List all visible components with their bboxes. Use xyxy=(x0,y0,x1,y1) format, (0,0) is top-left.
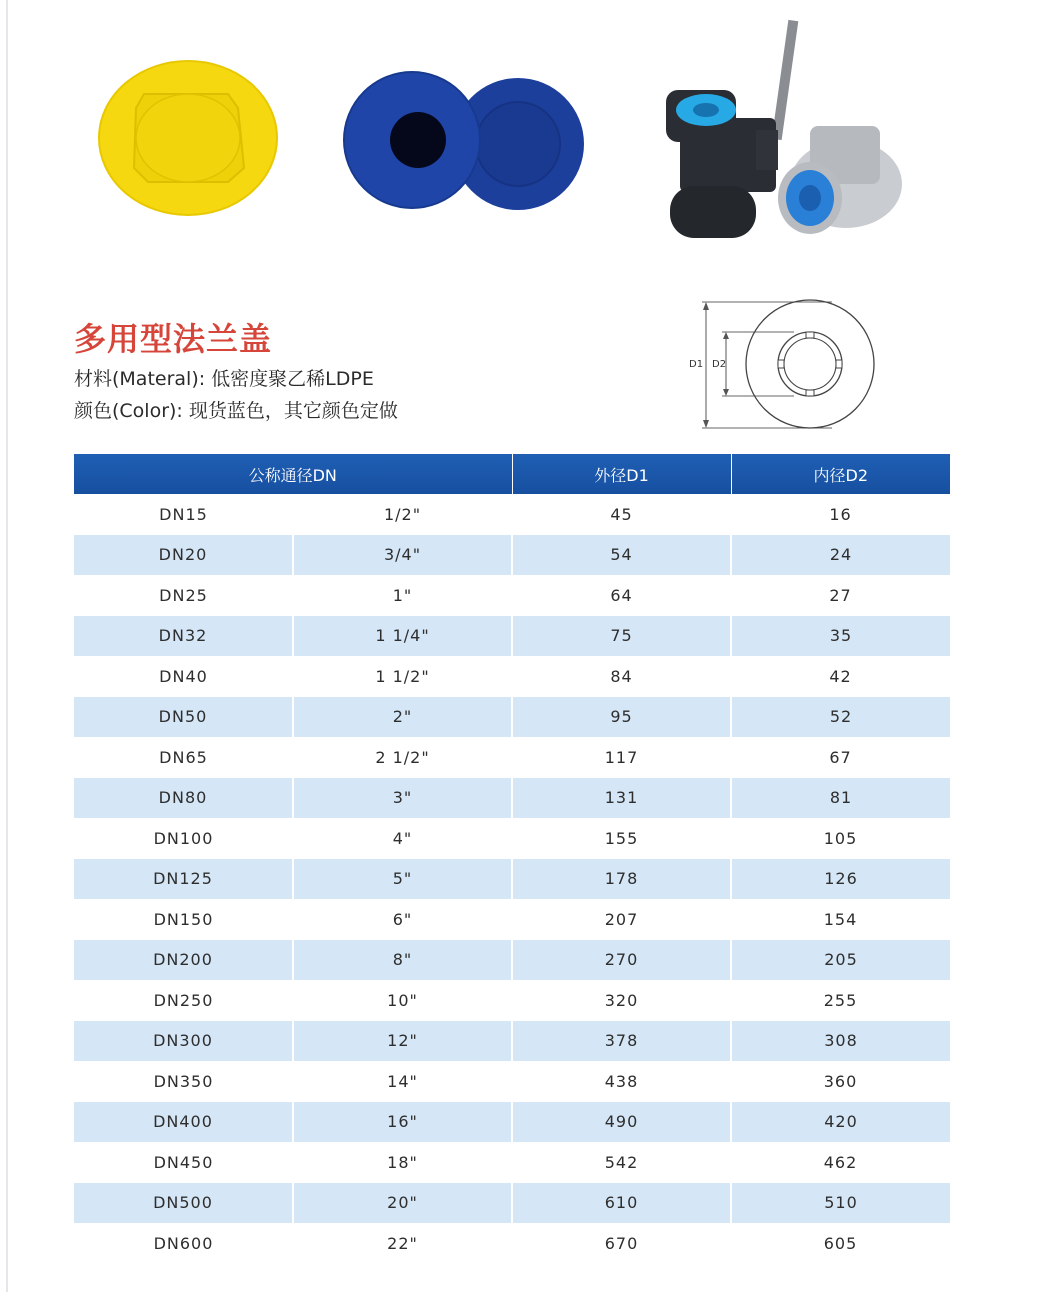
cell-d1: 542 xyxy=(604,1152,639,1172)
diagram-label-d2: D2 xyxy=(712,359,727,370)
cell-d2: 510 xyxy=(731,1183,950,1224)
cell-d1: 64 xyxy=(610,585,633,605)
cell-inch: 22" xyxy=(387,1233,418,1253)
cell-d2: 308 xyxy=(731,1021,950,1062)
cell-dn: DN200 xyxy=(74,940,293,981)
cell-dn: DN50 xyxy=(74,697,293,738)
table-body xyxy=(74,494,950,1264)
cell-inch: 2 1/2" xyxy=(375,747,430,767)
cell-dn: DN32 xyxy=(74,616,293,657)
cell-d1: 490 xyxy=(512,1102,731,1143)
cell-inch: 14" xyxy=(387,1071,418,1091)
table-row xyxy=(74,778,950,819)
cell-dn: DN40 xyxy=(159,666,208,686)
table-row xyxy=(74,575,950,616)
cell-inch: 20" xyxy=(293,1183,512,1224)
table-row xyxy=(74,899,950,940)
cell-d2: 35 xyxy=(731,616,950,657)
cell-d2: 52 xyxy=(731,697,950,738)
cell-d1: 45 xyxy=(610,504,633,524)
cell-d2: 420 xyxy=(731,1102,950,1143)
cell-dn: DN600 xyxy=(153,1233,214,1253)
cell-inch: 2" xyxy=(293,697,512,738)
table-row xyxy=(74,859,950,900)
cell-inch: 8" xyxy=(293,940,512,981)
table-row xyxy=(74,1183,950,1224)
table-row xyxy=(74,737,950,778)
table-row xyxy=(74,818,950,859)
table-row xyxy=(74,1102,950,1143)
cell-inch: 3" xyxy=(293,778,512,819)
table-row xyxy=(74,940,950,981)
cell-inch: 1 1/2" xyxy=(375,666,430,686)
cap-dimension-diagram xyxy=(682,294,882,434)
header-dn: 公称通径DN xyxy=(74,454,512,494)
cell-d2: 27 xyxy=(829,585,852,605)
page-edge-line xyxy=(6,0,8,1292)
cell-inch: 12" xyxy=(293,1021,512,1062)
yellow-flange-cap-photo xyxy=(96,58,284,218)
cell-d1: 270 xyxy=(512,940,731,981)
cell-inch: 16" xyxy=(293,1102,512,1143)
header-d2: 内径D2 xyxy=(731,454,950,494)
cell-d1: 54 xyxy=(512,535,731,576)
cell-inch: 18" xyxy=(387,1152,418,1172)
cell-d1: 75 xyxy=(512,616,731,657)
cell-inch: 5" xyxy=(293,859,512,900)
blue-flange-caps-photo xyxy=(342,68,588,214)
cell-d2: 462 xyxy=(823,1152,858,1172)
cell-d1: 131 xyxy=(512,778,731,819)
header-d1: 外径D1 xyxy=(512,454,731,494)
cell-dn: DN80 xyxy=(74,778,293,819)
cell-dn: DN25 xyxy=(159,585,208,605)
cell-d1: 207 xyxy=(604,909,639,929)
cell-d2: 67 xyxy=(829,747,852,767)
table-row xyxy=(74,1223,950,1264)
cell-inch: 1" xyxy=(392,585,413,605)
cell-d2: 105 xyxy=(823,828,858,848)
color-spec: 颜色(Color): 现货蓝色，其它颜色定做 xyxy=(74,400,398,422)
cell-d1: 178 xyxy=(512,859,731,900)
cell-inch: 3/4" xyxy=(293,535,512,576)
cell-d1: 610 xyxy=(512,1183,731,1224)
cell-d2: 154 xyxy=(823,909,858,929)
cell-dn: DN300 xyxy=(74,1021,293,1062)
cell-dn: DN100 xyxy=(153,828,214,848)
table-row xyxy=(74,616,950,657)
diagram-label-d1: D1 xyxy=(689,359,704,370)
table-header-row xyxy=(74,454,950,494)
cell-dn: DN125 xyxy=(74,859,293,900)
cell-inch: 10" xyxy=(387,990,418,1010)
cell-dn: DN20 xyxy=(74,535,293,576)
cell-d2: 605 xyxy=(823,1233,858,1253)
cell-d1: 95 xyxy=(512,697,731,738)
cell-d1: 320 xyxy=(604,990,639,1010)
product-title: 多用型法兰盖 xyxy=(74,320,273,358)
cell-inch: 6" xyxy=(392,909,413,929)
cell-d1: 84 xyxy=(610,666,633,686)
table-row xyxy=(74,1021,950,1062)
table-row xyxy=(74,1061,950,1102)
cell-d2: 24 xyxy=(731,535,950,576)
cell-d1: 378 xyxy=(512,1021,731,1062)
table-row xyxy=(74,656,950,697)
table-row xyxy=(74,1142,950,1183)
cell-d1: 670 xyxy=(604,1233,639,1253)
cell-d1: 438 xyxy=(604,1071,639,1091)
cell-dn: DN400 xyxy=(74,1102,293,1143)
flange-cap-size-table xyxy=(74,454,950,1264)
cell-dn: DN150 xyxy=(153,909,214,929)
cell-inch: 1 1/4" xyxy=(293,616,512,657)
table-row xyxy=(74,535,950,576)
cell-dn: DN350 xyxy=(153,1071,214,1091)
cell-d2: 42 xyxy=(829,666,852,686)
cell-d2: 255 xyxy=(823,990,858,1010)
cell-dn: DN500 xyxy=(74,1183,293,1224)
cell-inch: 1/2" xyxy=(383,504,422,524)
cell-inch: 4" xyxy=(392,828,413,848)
table-row xyxy=(74,697,950,738)
material-spec: 材料(Materal): 低密度聚乙稀LDPE xyxy=(74,368,374,390)
cell-d2: 205 xyxy=(731,940,950,981)
cell-dn: DN65 xyxy=(159,747,208,767)
table-row xyxy=(74,494,950,535)
table-row xyxy=(74,980,950,1021)
cell-d2: 126 xyxy=(731,859,950,900)
cell-d2: 360 xyxy=(823,1071,858,1091)
cell-d1: 117 xyxy=(604,747,639,767)
cell-dn: DN15 xyxy=(159,504,208,524)
cell-d2: 81 xyxy=(731,778,950,819)
cell-d1: 155 xyxy=(604,828,639,848)
cell-dn: DN450 xyxy=(153,1152,214,1172)
valves-with-caps-photo xyxy=(660,18,904,240)
cell-dn: DN250 xyxy=(153,990,214,1010)
cell-d2: 16 xyxy=(829,504,852,524)
